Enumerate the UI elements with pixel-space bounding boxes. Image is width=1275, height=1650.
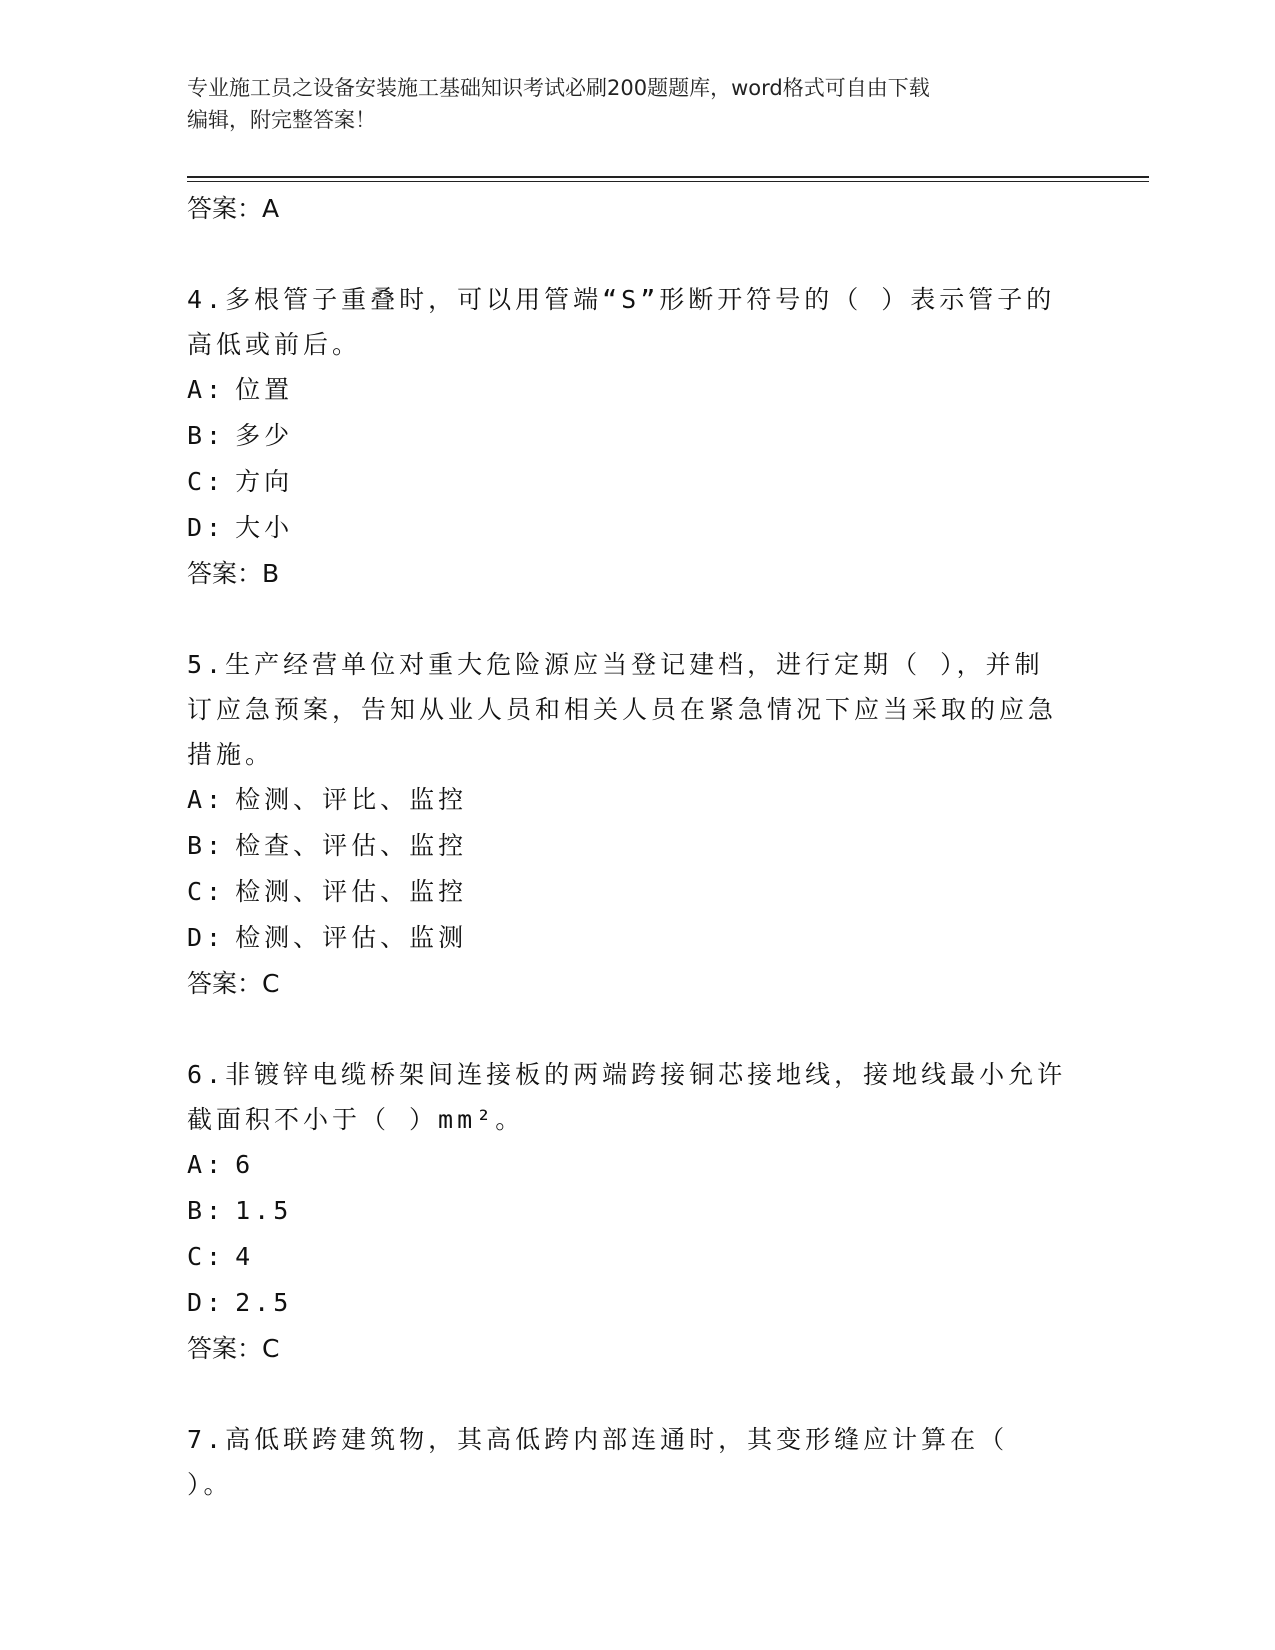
option-text: 检测、评估、监控: [235, 877, 468, 906]
header-rule-thick: [187, 176, 1149, 178]
option-letter: B:: [187, 831, 226, 860]
option-letter: C:: [187, 1242, 226, 1271]
option-text: 多少: [235, 421, 294, 450]
option-text: 检测、评估、监测: [235, 923, 468, 952]
option-text: 1.5: [235, 1196, 293, 1225]
option-letter: D:: [187, 513, 226, 542]
option-a: [187, 1142, 1087, 1188]
question-list: [187, 186, 1087, 1507]
option-text: 6: [235, 1150, 255, 1179]
option-b: [187, 413, 1087, 459]
question-text: 5.生产经营单位对重大危险源应当登记建档，进行定期（ ），并制订应急预案，告知从业人员和相关人员在紧急情况下应当采取的应急措施。: [187, 650, 1058, 769]
option-letter: D:: [187, 923, 226, 952]
option-letter: A:: [187, 375, 226, 404]
question-5: [187, 642, 1087, 1007]
option-c: [187, 869, 1087, 915]
option-b: [187, 823, 1087, 869]
option-text: 检测、评比、监控: [235, 785, 468, 814]
option-c: [187, 459, 1087, 505]
answer-line: 答案：B: [187, 559, 280, 588]
option-text: 大小: [235, 513, 294, 542]
question-6: [187, 1052, 1087, 1372]
option-b: [187, 1188, 1087, 1234]
option-text: 2.5: [235, 1288, 293, 1317]
option-letter: B:: [187, 421, 226, 450]
option-letter: D:: [187, 1288, 226, 1317]
option-c: [187, 1234, 1087, 1280]
option-text: 方向: [235, 467, 294, 496]
option-letter: A:: [187, 785, 226, 814]
question-4: [187, 277, 1087, 597]
option-d: [187, 915, 1087, 961]
option-a: [187, 367, 1087, 413]
header-rule-thin: [187, 181, 1149, 182]
option-text: 4: [235, 1242, 255, 1271]
option-d: [187, 1280, 1087, 1326]
document-header: [187, 72, 1067, 136]
question-text: 4.多根管子重叠时，可以用管端“S”形断开符号的（ ）表示管子的高低或前后。: [187, 285, 1056, 359]
question-7: [187, 1417, 1087, 1507]
question-text: 6.非镀锌电缆桥架间连接板的两端跨接铜芯接地线，接地线最小允许截面积不小于（ ）mm²。: [187, 1060, 1067, 1134]
answer-line: 答案：C: [187, 969, 280, 998]
option-text: 检查、评估、监控: [235, 831, 468, 860]
previous-answer: 答案：A: [187, 194, 280, 223]
header-line-1: 专业施工员之设备安装施工基础知识考试必刷200题题库，word格式可自由下载: [187, 76, 930, 100]
option-a: [187, 777, 1087, 823]
answer-line: 答案：C: [187, 1334, 280, 1363]
option-letter: C:: [187, 877, 226, 906]
header-line-2: 编辑，附完整答案！: [187, 108, 376, 132]
option-d: [187, 505, 1087, 551]
question-text: 7.高低联跨建筑物，其高低跨内部连通时，其变形缝应计算在（ ）。: [187, 1425, 1009, 1499]
option-text: 位置: [235, 375, 294, 404]
option-letter: C:: [187, 467, 226, 496]
option-letter: B:: [187, 1196, 226, 1225]
option-letter: A:: [187, 1150, 226, 1179]
